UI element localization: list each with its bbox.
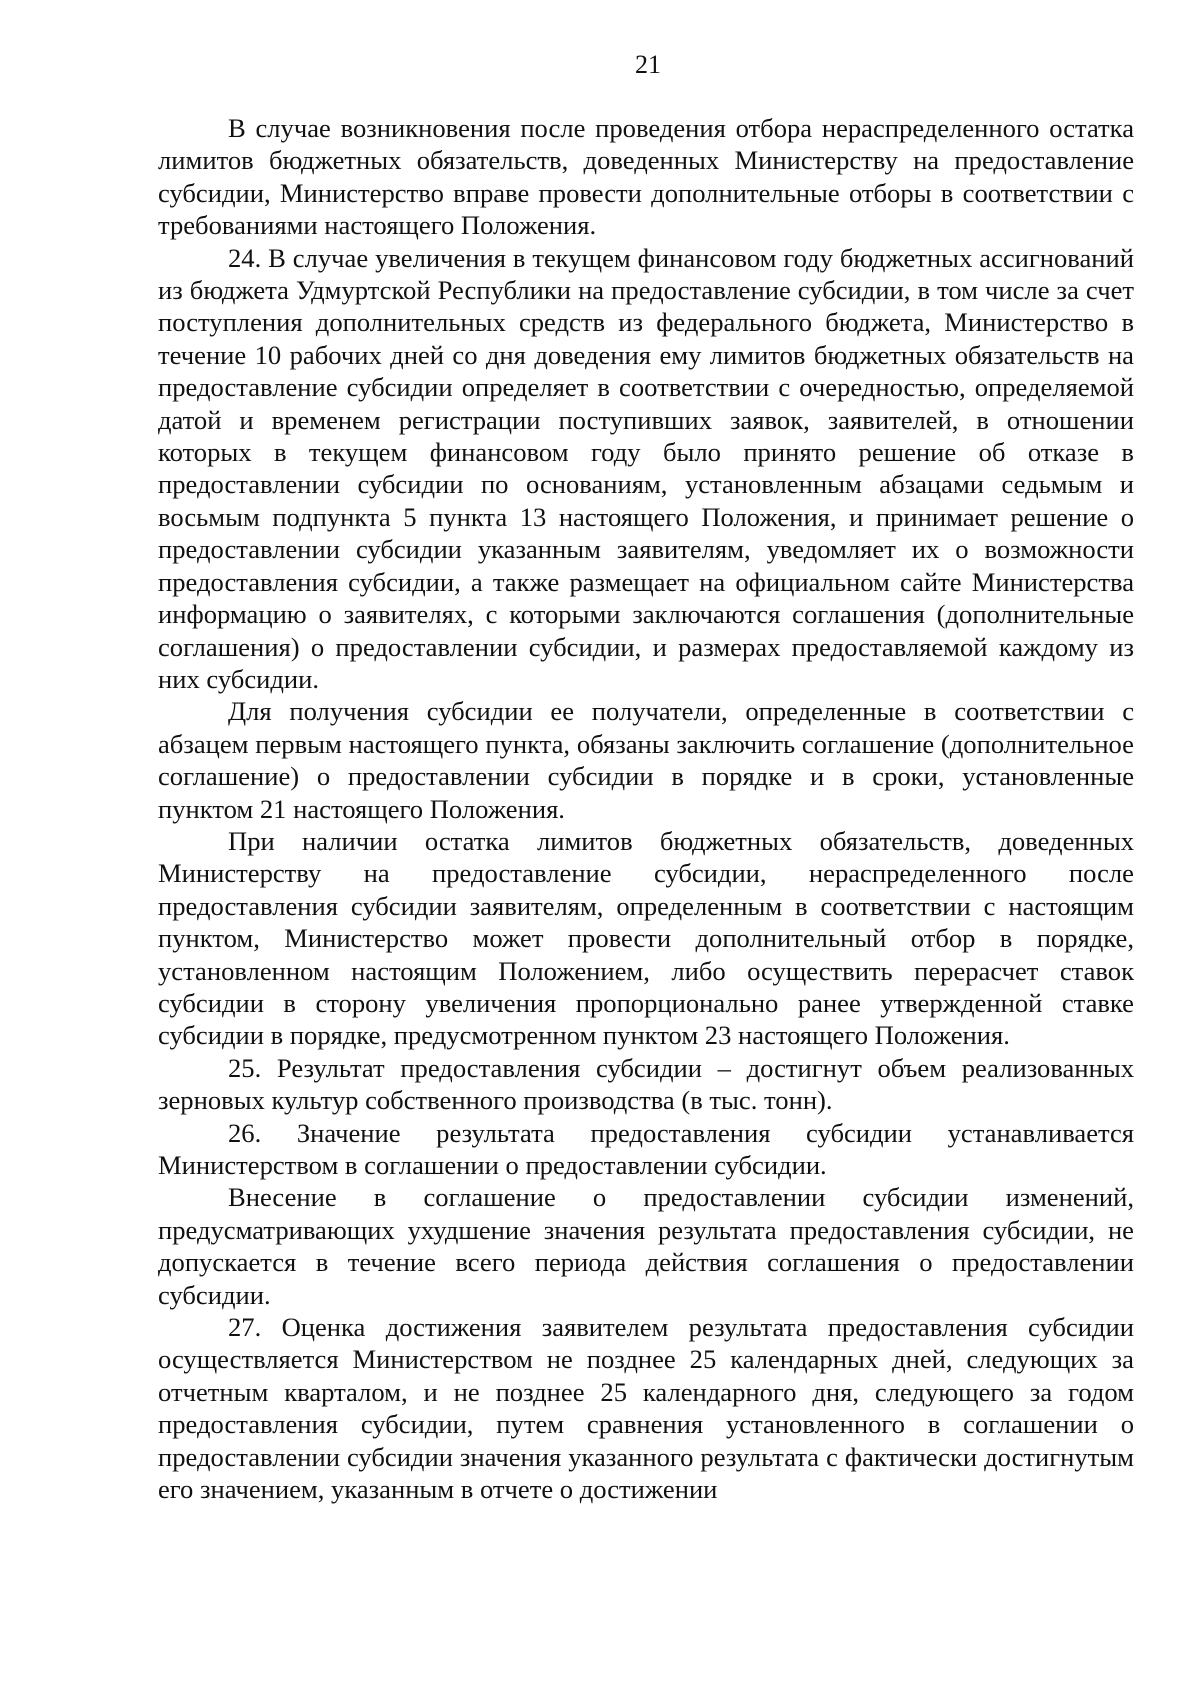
paragraph-2: 24. В случае увеличения в текущем финансовом году бюджетных ассигнований из бюджета Удмуртской Республики на предоставление субсидии, в том числе за счет поступления дополнительных средств из федерального бюджета, Министерство в течение 10 рабочих дней со дня доведения ему лимитов бюджетных обязательств на предоставление субсидии определяет в соответствии с очередностью, определяемой датой и временем регистрации поступивших заявок, заявителей, в отношении которых в текущем финансовом году было принято решение об отказе в предоставлении субсидии по основаниям, установленным абзацами седьмым и восьмым подпункта 5 пункта 13 настоящего Положения, и принимает решение о предоставлении субсидии указанным заявителям, уведомляет их о возможности предоставления субсидии, а также размещает на официальном сайте Министерства информацию о заявителях, с которыми заключаются соглашения (дополнительные соглашения) о предоставлении субсидии, и размерах предоставляемой каждому из них субсидии. bbox=[158, 242, 1134, 694]
document-body bbox=[158, 112, 1134, 1505]
paragraph-3: Для получения субсидии ее получатели, определенные в соответствии с абзацем первым настоящего пункта, обязаны заключить соглашение (дополнительное соглашение) о предоставлении субсидии в порядке и в сроки, установленные пунктом 21 настоящего Положения. bbox=[158, 696, 1134, 824]
paragraph-1: В случае возникновения после проведения отбора нераспределенного остатка лимитов бюджетных обязательств, доведенных Министерству на предоставление субсидии, Министерство вправе провести дополнительные отборы в соответствии с требованиями настоящего Положения. bbox=[158, 113, 1134, 241]
paragraph-7: Внесение в соглашение о предоставлении субсидии изменений, предусматривающих ухудшение значения результата предоставления субсидии, не допускается в течение всего периода действия соглашения о предоставлении субсидии. bbox=[158, 1182, 1134, 1310]
paragraph-8: 27. Оценка достижения заявителем результата предоставления субсидии осуществляется Министерством не позднее 25 календарных дней, следующих за отчетным кварталом, и не позднее 25 календарного дня, следующего за годом предоставления субсидии, путем сравнения установленного в соглашении о предоставлении субсидии значения указанного результата с фактически достигнутым его значением, указанным в отчете о достижении bbox=[158, 1312, 1134, 1505]
paragraph-6: 26. Значение результата предоставления субсидии устанавливается Министерством в соглашении о предоставлении субсидии. bbox=[158, 1117, 1134, 1180]
paragraph-5: 25. Результат предоставления субсидии – достигнут объем реализованных зерновых культур собственного производства (в тыс. тонн). bbox=[158, 1052, 1134, 1116]
paragraph-4: При наличии остатка лимитов бюджетных обязательств, доведенных Министерству на предоставление субсидии, нераспределенного после предоставления субсидии заявителям, определенным в соответствии с настоящим пунктом, Министерство может провести дополнительный отбор в порядке, установленном настоящим Положением, либо осуществить перерасчет ставок субсидии в сторону увеличения пропорционально ранее утвержденной ставке субсидии в порядке, предусмотренном пунктом 23 настоящего Положения. bbox=[158, 825, 1134, 1051]
page-number: 21 bbox=[635, 50, 661, 79]
